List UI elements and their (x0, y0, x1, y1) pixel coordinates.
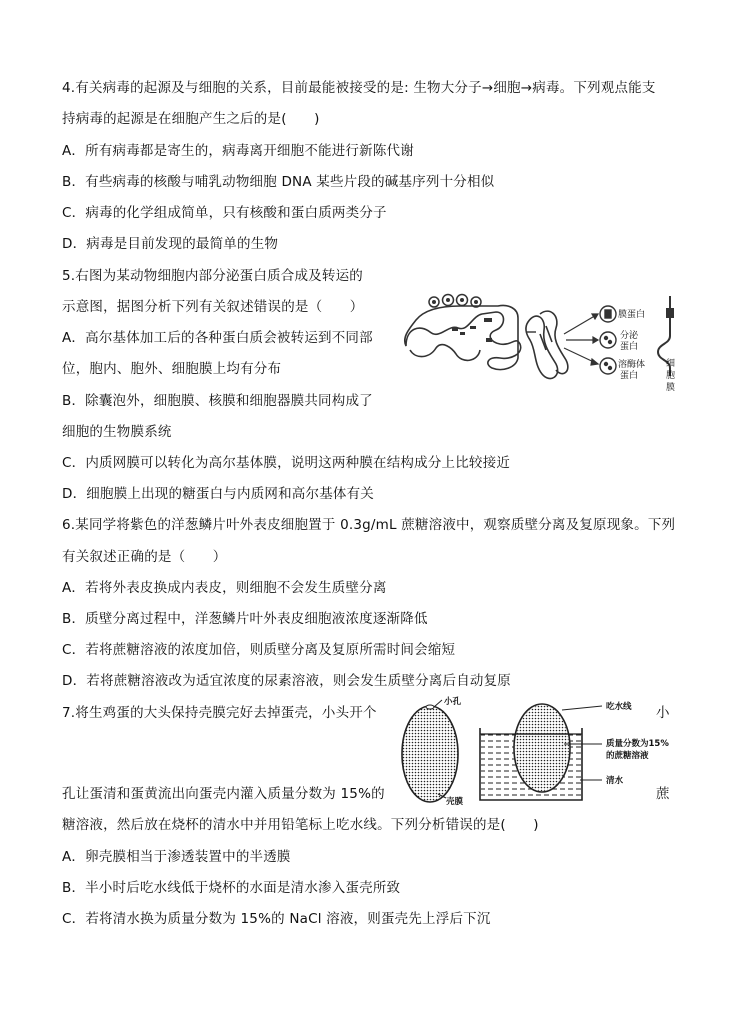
label-cell-membrane-2: 胞 (666, 371, 676, 381)
q5-option-d: D．细胞膜上出现的糖蛋白与内质网和高尔基体有关 (62, 486, 374, 502)
q6-stem-line2: 有关叙述正确的是（ ） (62, 549, 227, 565)
egg-osmosis-diagram (384, 696, 694, 808)
q5-stem-line2: 示意图，据图分析下列有关叙述错误的是（ ） (62, 299, 364, 315)
q7-stem-line1-tail: 小 (656, 705, 670, 721)
ribosome-cluster (429, 295, 492, 343)
egg-left-shape (402, 706, 458, 802)
q6-option-b: B．质壁分离过程中，洋葱鳞片叶外表皮细胞液浓度逐渐降低 (62, 611, 428, 627)
q6-stem-line1: 6.某同学将紫色的洋葱鳞片叶外表皮细胞置于 0.3g/mL 蔗糖溶液中，观察质壁分离及复原现象。下列 (62, 517, 676, 533)
label-secreted-protein-1: 分泌 (620, 331, 639, 341)
q7-option-a: A．卵壳膜相当于渗透装置中的半透膜 (62, 849, 291, 865)
golgi-body-shape (526, 311, 568, 378)
q5-option-a-line1: A．高尔基体加工后的各种蛋白质会被转运到不同部 (62, 330, 373, 346)
q7-stem-line2: 孔让蛋清和蛋黄流出向蛋壳内灌入质量分数为 15%的 (62, 786, 385, 802)
q4-option-a: A．所有病毒都是寄生的，病毒离开细胞不能进行新陈代谢 (62, 143, 414, 159)
protein-transport-diagram (400, 288, 692, 400)
q5-option-a-line2: 位，胞内、胞外、细胞膜上均有分布 (62, 361, 282, 377)
q4-stem-line2: 持病毒的起源是在细胞产生之后的是( ) (62, 111, 320, 127)
label-sucrose-2: 的蔗糖溶液 (606, 751, 649, 761)
q7-stem-line2-tail: 蔗 (656, 786, 670, 802)
q4-option-d: D．病毒是目前发现的最简单的生物 (62, 236, 279, 252)
label-water: 清水 (606, 776, 624, 786)
q4-stem-line1: 4.有关病毒的起源及与细胞的关系，目前最能被接受的是: 生物大分子→细胞→病毒。下列观点能支 (62, 80, 656, 96)
q5-option-b-line2: 细胞的生物膜系统 (62, 424, 172, 440)
q5-option-c: C．内质网膜可以转化为高尔基体膜，说明这两种膜在结构成分上比较接近 (62, 455, 511, 471)
q7-stem-line1: 7.将生鸡蛋的大头保持壳膜完好去掉蛋壳，小头开个 (62, 705, 377, 721)
q5-option-b-line1: B．除囊泡外，细胞膜、核膜和细胞器膜共同构成了 (62, 393, 373, 409)
q7-stem-line3: 糖溶液，然后放在烧杯的清水中并用铅笔标上吃水线。下列分析错误的是( ) (62, 817, 539, 833)
label-lysosome-protein-2: 蛋白 (620, 371, 639, 381)
q6-option-c: C．若将蔗糖溶液的浓度加倍，则质壁分离及复原所需时间会缩短 (62, 642, 456, 658)
q6-option-d: D．若将蔗糖溶液改为适宜浓度的尿素溶液，则会发生质壁分离后自动复原 (62, 673, 511, 689)
label-lysosome-protein-1: 溶酶体 (618, 360, 646, 370)
label-cell-membrane-3: 膜 (666, 383, 676, 393)
vesicles (600, 306, 616, 374)
label-shell-membrane: 壳膜 (446, 797, 464, 807)
label-sucrose-1: 质量分数为15% (606, 739, 669, 749)
label-waterline: 吃水线 (606, 702, 632, 712)
label-hole: 小孔 (444, 697, 462, 707)
q7-option-c: C．若将清水换为质量分数为 15%的 NaCl 溶液，则蛋壳先上浮后下沉 (62, 911, 491, 927)
label-secreted-protein-2: 蛋白 (620, 342, 639, 352)
q4-option-c: C．病毒的化学组成简单，只有核酸和蛋白质两类分子 (62, 205, 387, 221)
q5-stem-line1: 5.右图为某动物细胞内部分泌蛋白质合成及转运的 (62, 268, 363, 284)
label-cell-membrane-1: 细 (666, 359, 676, 369)
q4-option-b: B．有些病毒的核酸与哺乳动物细胞 DNA 某些片段的碱基序列十分相似 (62, 174, 495, 190)
q7-option-b: B．半小时后吃水线低于烧杯的水面是清水渗入蛋壳所致 (62, 880, 401, 896)
label-membrane-protein: 膜蛋白 (618, 310, 646, 320)
q6-option-a: A．若将外表皮换成内表皮，则细胞不会发生质壁分离 (62, 580, 387, 596)
